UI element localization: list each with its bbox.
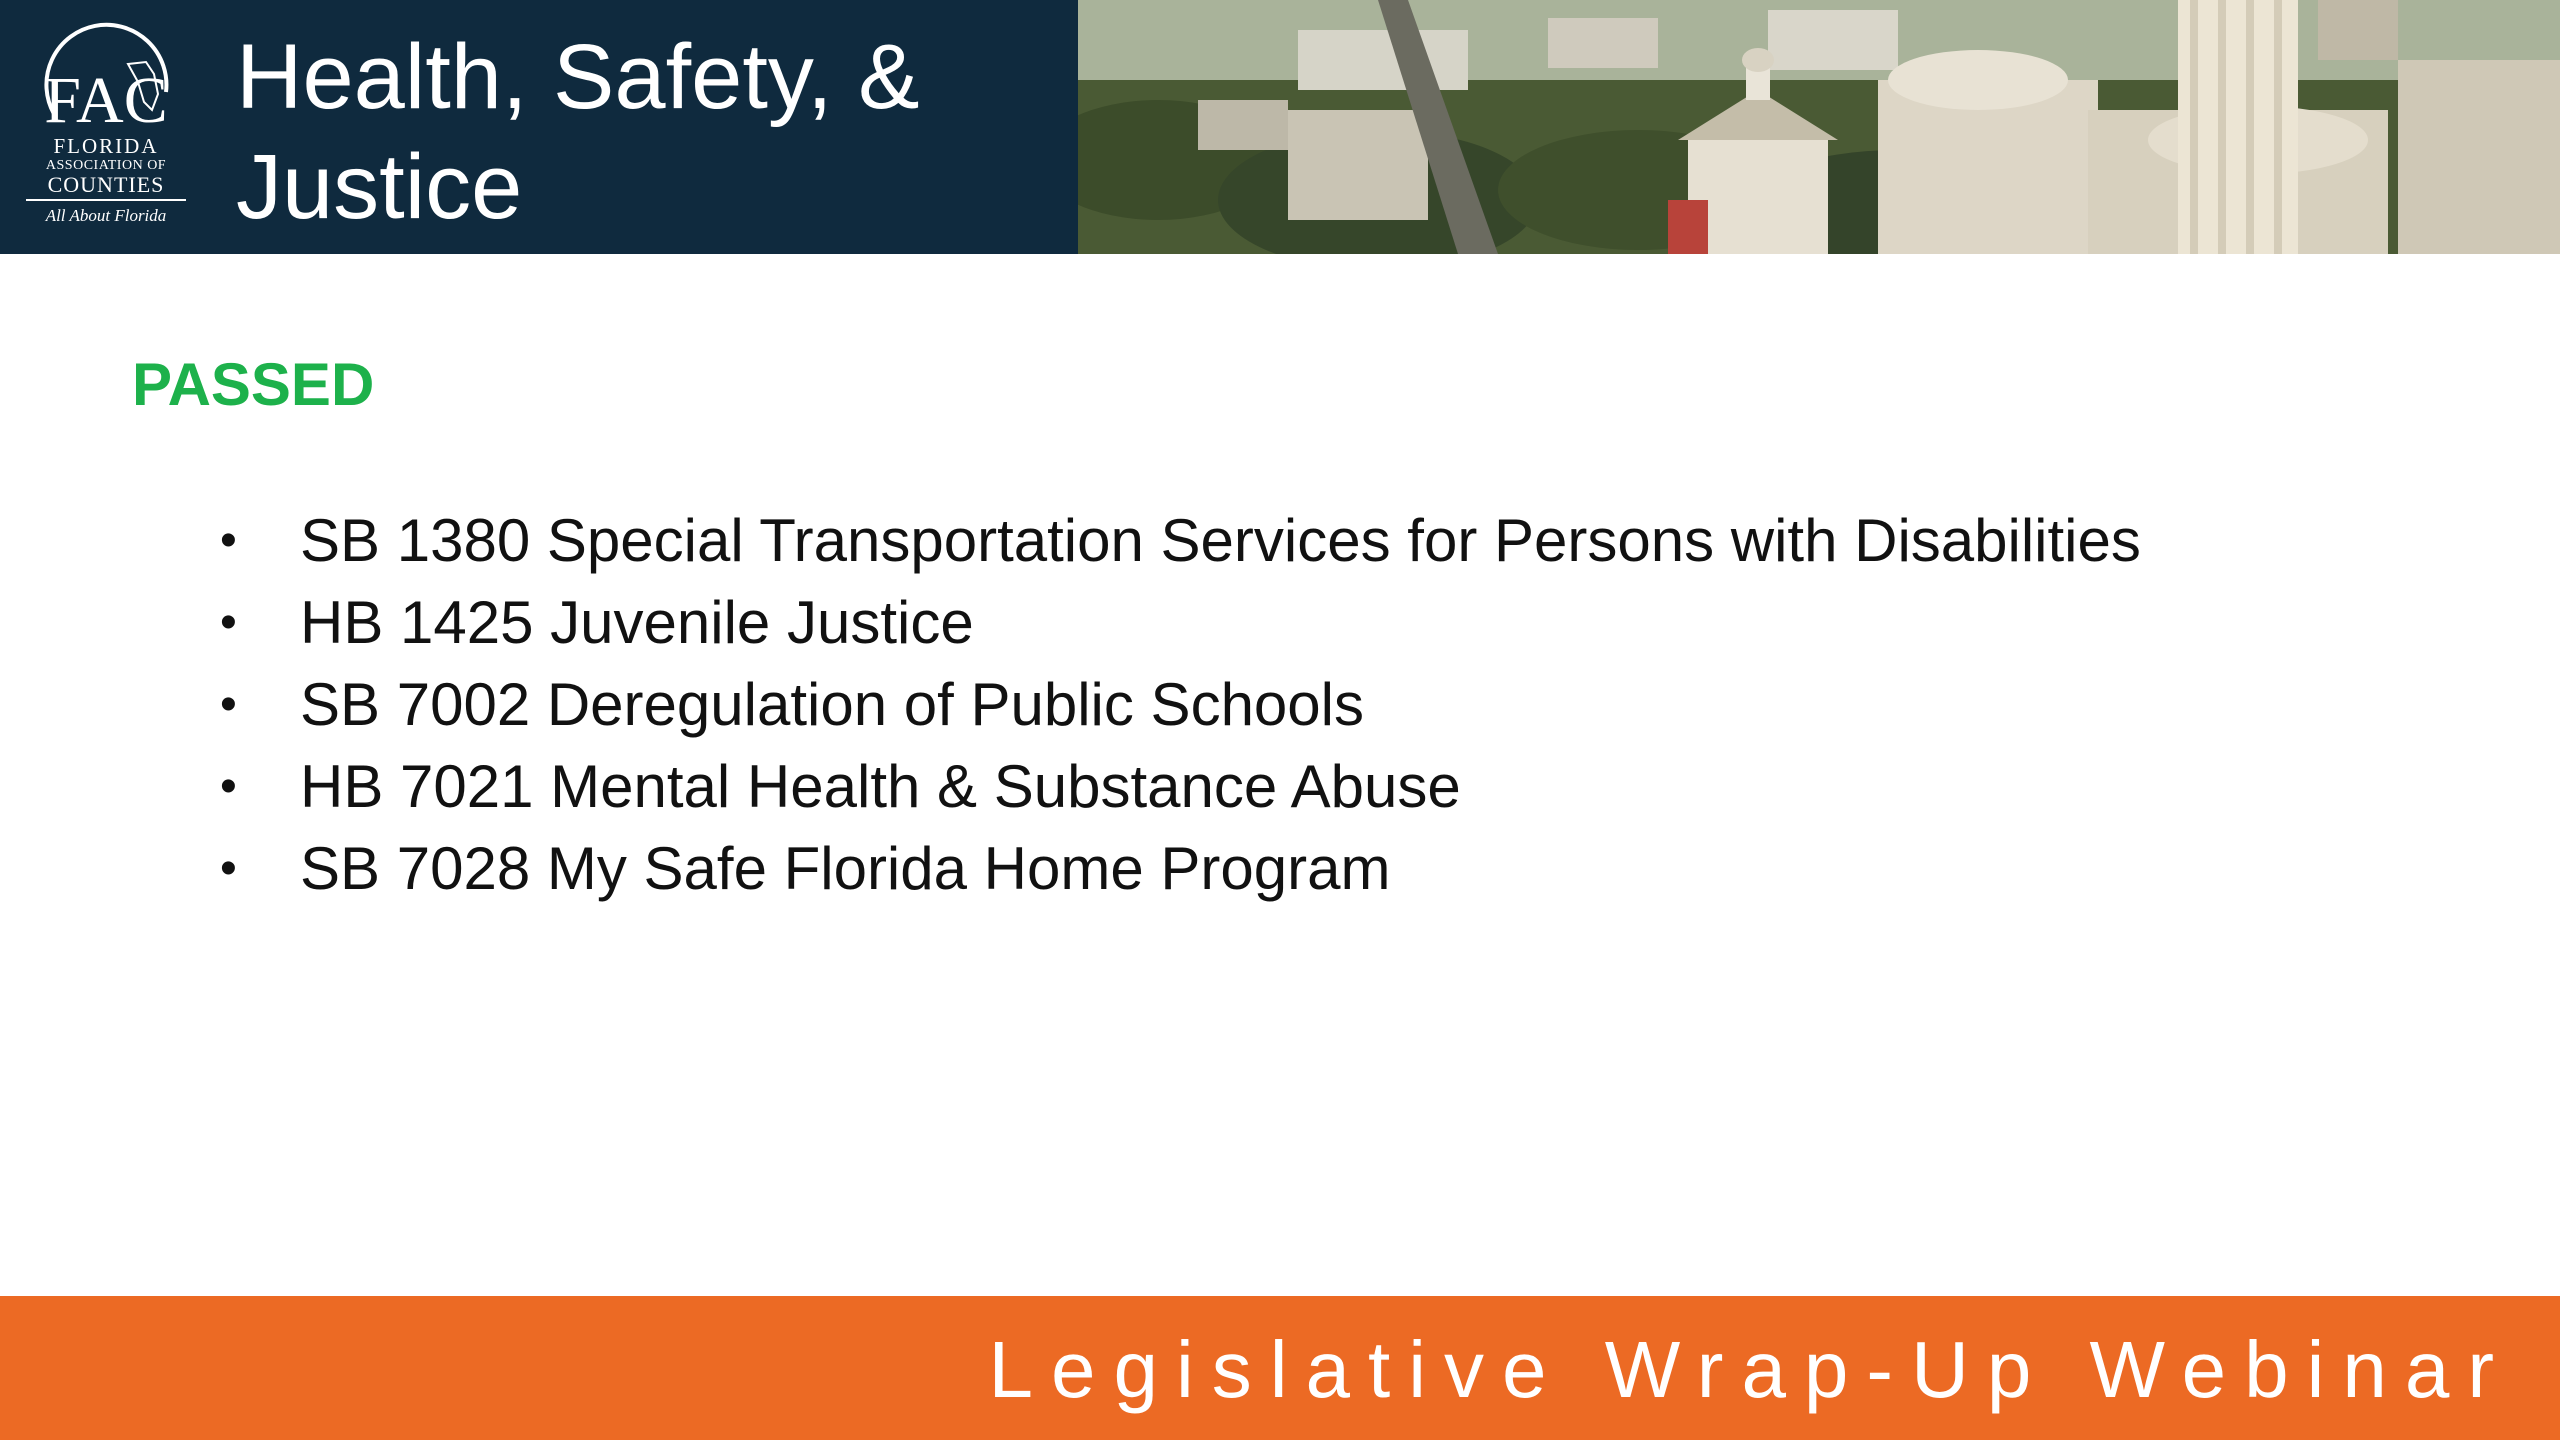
list-item <box>220 500 2420 582</box>
list-item <box>220 746 2420 828</box>
header-banner <box>0 0 2560 254</box>
bullet-icon: • <box>220 842 237 895</box>
page-title: Health, Safety, & Justice <box>236 26 920 238</box>
passed-bills-list <box>220 500 2420 910</box>
footer-banner <box>0 1296 2560 1440</box>
bill-text: HB 7021 Mental Health & Substance Abuse <box>300 753 1461 820</box>
logo-line-florida: FLORIDA <box>53 134 159 158</box>
city-aerial-photo <box>1078 0 2560 254</box>
section-heading-passed: PASSED <box>132 351 375 418</box>
header-title-panel <box>0 0 1078 254</box>
bill-text: HB 1425 Juvenile Justice <box>300 589 974 656</box>
logo-line-counties: COUNTIES <box>26 173 186 201</box>
city-skyline-icon <box>1078 0 2560 254</box>
footer-title: Legislative Wrap-Up Webinar <box>988 1325 2512 1414</box>
logo-line-association: ASSOCIATION OF <box>45 158 167 173</box>
bullet-icon: • <box>220 678 237 731</box>
bill-text: SB 1380 Special Transportation Services for Persons with Disabilities <box>300 507 2141 574</box>
fac-logo-icon <box>26 22 186 152</box>
logo-tagline: All About Florida <box>45 206 167 225</box>
list-item <box>220 664 2420 746</box>
list-item <box>220 582 2420 664</box>
bullet-icon: • <box>220 514 237 567</box>
bill-text: SB 7028 My Safe Florida Home Program <box>300 835 1391 902</box>
bullet-icon: • <box>220 760 237 813</box>
logo-monogram: FAC <box>44 64 168 137</box>
list-item <box>220 828 2420 910</box>
bill-text: SB 7002 Deregulation of Public Schools <box>300 671 1365 738</box>
bullet-icon: • <box>220 596 237 649</box>
fac-logo <box>26 22 186 232</box>
